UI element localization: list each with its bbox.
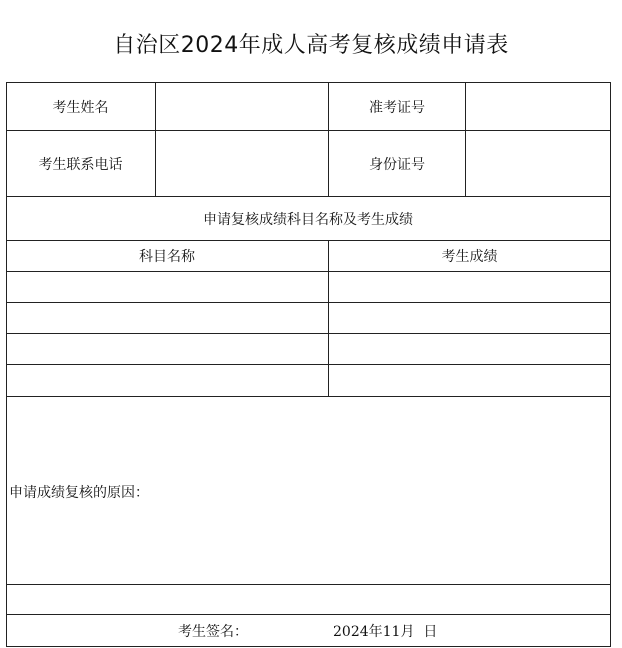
id-field[interactable] bbox=[466, 131, 610, 196]
signature-date: 2024年11月 日 bbox=[333, 624, 438, 640]
phone-field[interactable] bbox=[156, 131, 328, 196]
exam-no-field[interactable] bbox=[466, 83, 610, 130]
table-rule bbox=[6, 614, 611, 615]
score-cell[interactable] bbox=[329, 272, 610, 302]
signature-label: 考生签名： bbox=[178, 624, 248, 640]
score-cell[interactable] bbox=[329, 303, 610, 333]
subject-name-cell[interactable] bbox=[6, 303, 328, 333]
exam-no-label: 准考证号 bbox=[369, 99, 425, 116]
subject-name-header: 科目名称 bbox=[139, 249, 195, 265]
id-label: 身份证号 bbox=[369, 156, 425, 173]
name-label: 考生姓名 bbox=[52, 99, 109, 116]
score-cell[interactable] bbox=[329, 334, 610, 364]
phone-label: 考生联系电话 bbox=[38, 156, 123, 173]
subject-name-cell[interactable] bbox=[6, 272, 328, 302]
table-border-right bbox=[610, 82, 611, 647]
table-rule bbox=[6, 584, 611, 585]
score-cell[interactable] bbox=[329, 365, 610, 396]
name-field[interactable] bbox=[156, 83, 328, 130]
subject-name-cell[interactable] bbox=[6, 365, 328, 396]
reason-label: 申请成绩复核的原因： bbox=[9, 485, 149, 501]
subject-name-cell[interactable] bbox=[6, 334, 328, 364]
section-header: 申请复核成绩科目名称及考生成绩 bbox=[203, 211, 413, 228]
score-header: 考生成绩 bbox=[441, 249, 498, 265]
table-border-bottom bbox=[6, 646, 611, 647]
form-title: 自治区2024年成人高考复核成绩申请表 bbox=[113, 33, 509, 58]
